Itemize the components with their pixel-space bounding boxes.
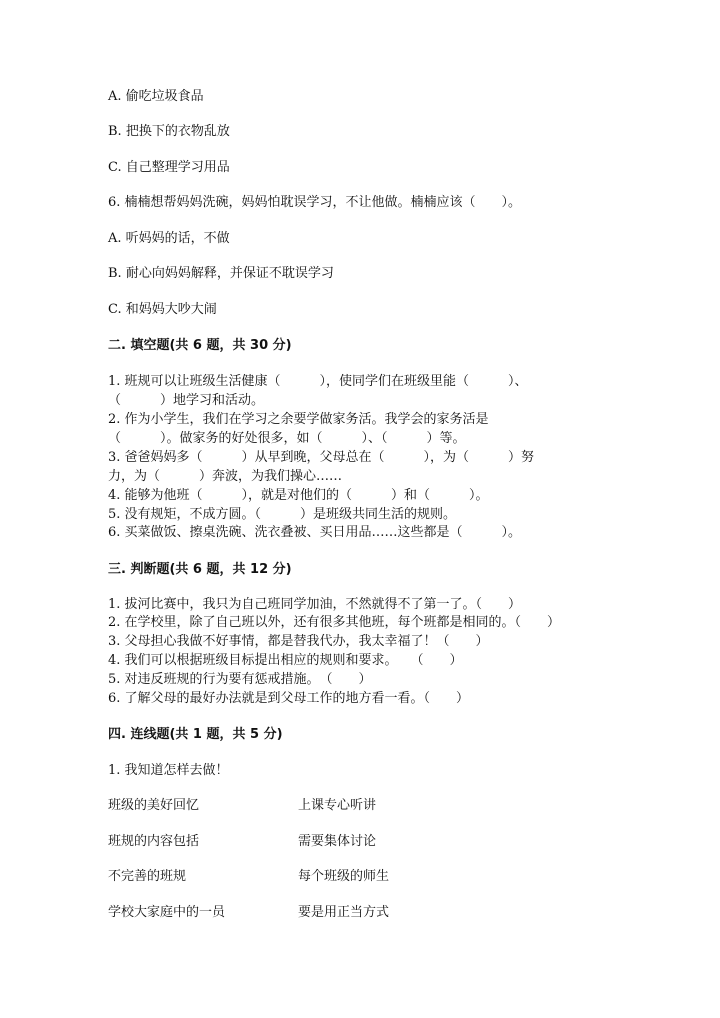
judge-line-5: 5. 对违反班规的行为要有惩戒措施。 （ ） <box>108 672 372 687</box>
q6-option-b: B. 耐心向妈妈解释，并保证不耽误学习 <box>108 266 334 281</box>
fill-line-1: 1. 班规可以让班级生活健康（ ），使同学们在班级里能（ ）、 <box>108 374 528 389</box>
fill-line-8: 5. 没有规矩，不成方圆。（ ）是班级共同生活的规则。 <box>108 507 457 522</box>
q5-option-b: B. 把换下的衣物乱放 <box>108 124 230 139</box>
fill-line-2: （ ）地学习和活动。 <box>108 393 265 408</box>
section3-heading: 三. 判断题(共 6 题，共 12 分) <box>108 562 292 577</box>
match-right-item: 上课专心听讲 <box>298 798 377 813</box>
q5-option-c: C. 自己整理学习用品 <box>108 160 230 175</box>
q6-option-c: C. 和妈妈大吵大闹 <box>108 302 217 317</box>
judge-line-1: 1. 拔河比赛中，我只为自己班同学加油，不然就得不了第一了。（ ） <box>108 597 522 612</box>
fill-line-6: 力，为（ ）奔波，为我们操心…… <box>108 469 343 484</box>
match-left-item: 班规的内容包括 <box>108 834 200 849</box>
match-right-item: 要是用正当方式 <box>298 905 390 920</box>
fill-line-9: 6. 买菜做饭、擦桌洗碗、洗衣叠被、买日用品……这些都是（ ）。 <box>108 525 522 540</box>
match-left-item: 学校大家庭中的一员 <box>108 905 226 920</box>
q5-option-a: A. 偷吃垃圾食品 <box>108 89 204 104</box>
fill-line-7: 4. 能够为他班（ ），就是对他们的（ ）和（ ）。 <box>108 488 489 503</box>
fill-line-4: （ ）。做家务的好处很多，如（ ）、（ ）等。 <box>108 431 466 446</box>
q6-stem: 6. 楠楠想帮妈妈洗碗，妈妈怕耽误学习，不让他做。楠楠应该（ ）。 <box>108 195 522 210</box>
q6-option-a: A. 听妈妈的话，不做 <box>108 231 230 246</box>
fill-line-3: 2. 作为小学生，我们在学习之余要学做家务活。我学会的家务活是 <box>108 412 489 427</box>
judge-line-6: 6. 了解父母的最好办法就是到父母工作的地方看一看。（ ） <box>108 691 470 706</box>
judge-line-3: 3. 父母担心我做不好事情，都是替我代办，我太幸福了！（ ） <box>108 634 489 649</box>
fill-line-5: 3. 爸爸妈妈多（ ）从早到晚，父母总在（ ），为（ ）努 <box>108 450 535 465</box>
judge-line-4: 4. 我们可以根据班级目标提出相应的规则和要求。 （ ） <box>108 653 463 668</box>
section2-heading: 二. 填空题(共 6 题，共 30 分) <box>108 338 292 353</box>
match-left-item: 不完善的班规 <box>108 869 187 884</box>
judge-line-2: 2. 在学校里，除了自己班以外，还有很多其他班，每个班都是相同的。（ ） <box>108 615 561 630</box>
match-right-item: 每个班级的师生 <box>298 869 390 884</box>
match-right-item: 需要集体讨论 <box>298 834 377 849</box>
match-left-item: 班级的美好回忆 <box>108 798 200 813</box>
section4-heading: 四. 连线题(共 1 题，共 5 分) <box>108 727 283 742</box>
match-question: 1. 我知道怎样去做！ <box>108 763 229 778</box>
